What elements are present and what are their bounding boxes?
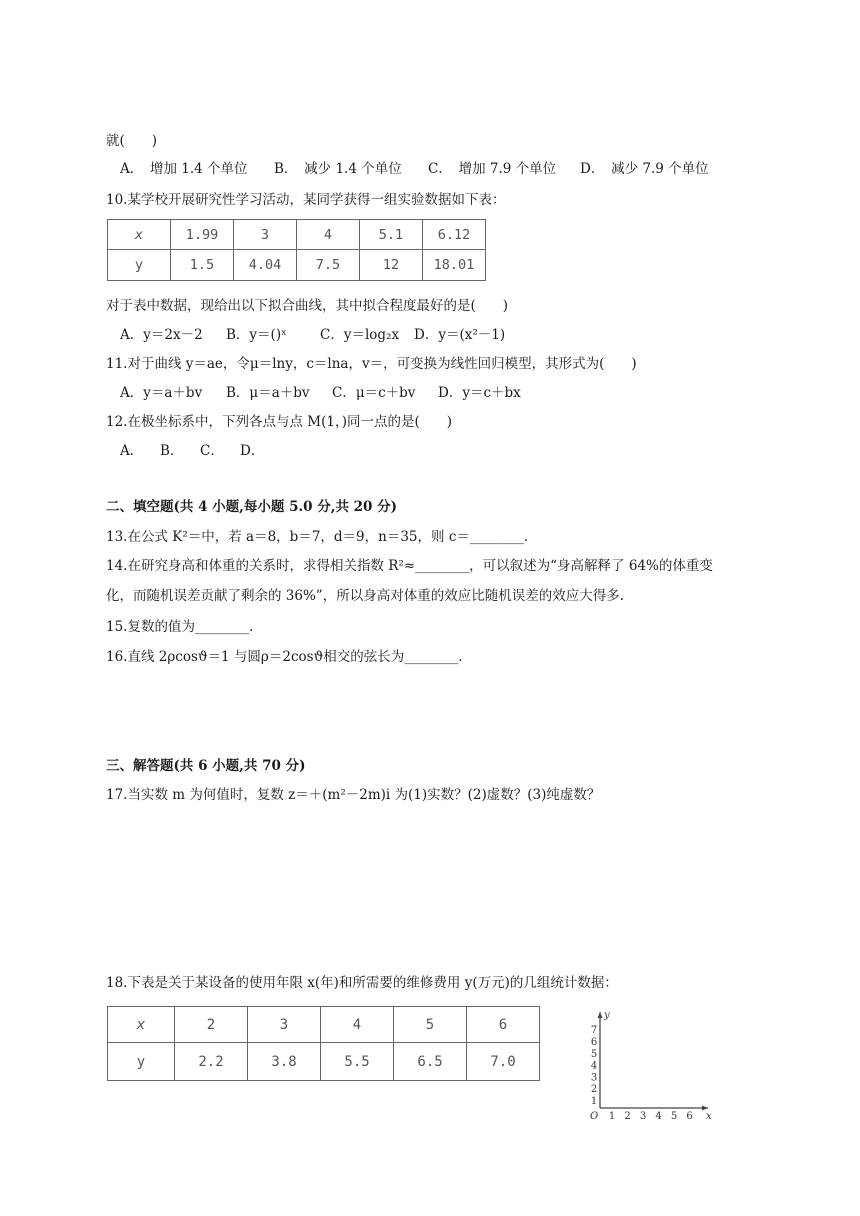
y-axis-label: y	[604, 1010, 610, 1021]
q17-text: 17.当实数 m 为何值时，复数 z＝＋(m²－2m)i 为(1)实数？(2)虚数？(3)纯虚数？	[106, 787, 601, 803]
y-tick-label: 6	[590, 1037, 598, 1048]
y-tick-label: 7	[590, 1025, 598, 1037]
q11-option-b: B．μ＝a＋bv	[226, 385, 310, 401]
q9-tail: 就( )	[106, 133, 158, 149]
q9-option-b: B． 减少 1.4 个单位	[274, 161, 402, 177]
table-cell: y	[108, 250, 171, 281]
table-cell: 2.2	[175, 1043, 248, 1081]
q10-option-d: D．y＝(x²－1)	[414, 327, 506, 343]
table-cell: 4	[321, 1007, 394, 1043]
table-cell: 6	[467, 1007, 540, 1043]
x-tick-label: 4	[655, 1111, 662, 1122]
table-cell: 1.99	[171, 220, 234, 250]
q12-stem: 12.在极坐标系中，下列各点与点 M(1，)同一点的是( )	[106, 414, 452, 430]
q12-option-a: A．	[120, 443, 144, 459]
q11-option-a: A．y＝a＋bv	[120, 385, 203, 401]
table-row	[108, 250, 486, 281]
q16-text: 16.直线 2ρcosϑ＝1 与圆ρ＝2cosϑ相交的弦长为________.	[106, 649, 463, 665]
q15-text: 15.复数的值为________.	[106, 619, 254, 635]
q10-options	[120, 325, 505, 345]
table-cell: 6.5	[394, 1043, 467, 1081]
q11-stem: 11.对于曲线 y＝ae，令μ＝lny，c＝lna，v＝，可变换为线性回归模型，其形式为( )	[106, 356, 637, 372]
x-tick-label: 3	[639, 1111, 647, 1122]
table-cell: 2	[175, 1007, 248, 1043]
table-cell: 5.1	[360, 220, 423, 250]
table-cell: 4	[297, 220, 360, 250]
q10-option-b: B．y＝()ˣ	[226, 327, 287, 343]
q13-text: 13.在公式 K²＝中，若 a＝8，b＝7，d＝9，n＝35，则 c＝________.	[106, 529, 529, 545]
q12-option-b: B．	[160, 443, 184, 459]
q10-data-table	[107, 219, 486, 281]
q12-option-c: C．	[200, 443, 224, 459]
y-tick-label: 4	[590, 1060, 598, 1072]
table-cell: 4.04	[234, 250, 297, 281]
y-tick-label: 1	[590, 1096, 598, 1107]
blank-coordinate-axes	[584, 1006, 724, 1124]
table-cell: 6.12	[423, 220, 486, 250]
table-cell: x	[108, 220, 171, 250]
x-tick-label: 1	[608, 1111, 616, 1122]
x-tick-label: 6	[686, 1111, 693, 1122]
y-tick-label: 3	[590, 1072, 598, 1084]
x-tick-label: 2	[624, 1111, 631, 1122]
q14-text-line2: 化，而随机误差贡献了剩余的 36%”，所以身高对体重的效应比随机误差的效应大得多.	[106, 588, 624, 604]
q11-option-d: D．y＝c＋bx	[438, 385, 521, 401]
q10-option-a: A．y＝2x－2	[120, 327, 203, 343]
table-cell: 5	[394, 1007, 467, 1043]
q10-option-c: C．y＝log₂x	[320, 327, 400, 343]
q9-option-c: C． 增加 7.9 个单位	[428, 161, 557, 177]
table-cell: 1.5	[171, 250, 234, 281]
q12-option-d: D．	[240, 443, 265, 459]
table-cell: 18.01	[423, 250, 486, 281]
section-3-heading: 三、解答题(共 6 小题,共 70 分)	[106, 758, 306, 774]
table-cell: y	[108, 1043, 175, 1081]
table-cell: 3	[234, 220, 297, 250]
q11-options	[120, 383, 521, 403]
q10-question: 对于表中数据，现给出以下拟合曲线，其中拟合程度最好的是( )	[106, 298, 509, 314]
table-cell: 7.5	[297, 250, 360, 281]
q18-data-table	[107, 1006, 540, 1081]
table-row	[108, 1043, 540, 1081]
q12-options	[120, 441, 264, 461]
table-row	[108, 1007, 540, 1043]
q11-option-c: C．μ＝c＋bv	[332, 385, 416, 401]
q9-options	[120, 159, 709, 179]
x-tick-label: 5	[670, 1111, 678, 1122]
section-2-heading: 二、填空题(共 4 小题,每小题 5.0 分,共 20 分)	[106, 499, 398, 515]
table-cell: 5.5	[321, 1043, 394, 1081]
x-axis-label: x	[706, 1111, 712, 1122]
table-cell: 3	[248, 1007, 321, 1043]
y-tick-label: 2	[590, 1084, 598, 1096]
table-row	[108, 220, 486, 250]
q9-option-a: A． 增加 1.4 个单位	[120, 161, 248, 177]
q10-stem: 10.某学校开展研究性学习活动，某同学获得一组实验数据如下表：	[106, 192, 506, 208]
q9-option-d: D． 减少 7.9 个单位	[580, 161, 709, 177]
table-cell: x	[108, 1007, 175, 1043]
q14-text-line1: 14.在研究身高和体重的关系时，求得相关指数 R²≈________，可以叙述为“身高解释了 64%的体重变	[106, 558, 713, 574]
y-axis-arrow-icon	[598, 1012, 603, 1018]
q18-text: 18.下表是关于某设备的使用年限 x(年)和所需要的维修费用 y(万元)的几组统计数据：	[106, 975, 618, 991]
y-tick-label: 5	[590, 1048, 598, 1060]
table-cell: 3.8	[248, 1043, 321, 1081]
x-axis-arrow-icon	[702, 1106, 708, 1111]
origin-label: O	[590, 1111, 599, 1122]
table-cell: 12	[360, 250, 423, 281]
table-cell: 7.0	[467, 1043, 540, 1081]
